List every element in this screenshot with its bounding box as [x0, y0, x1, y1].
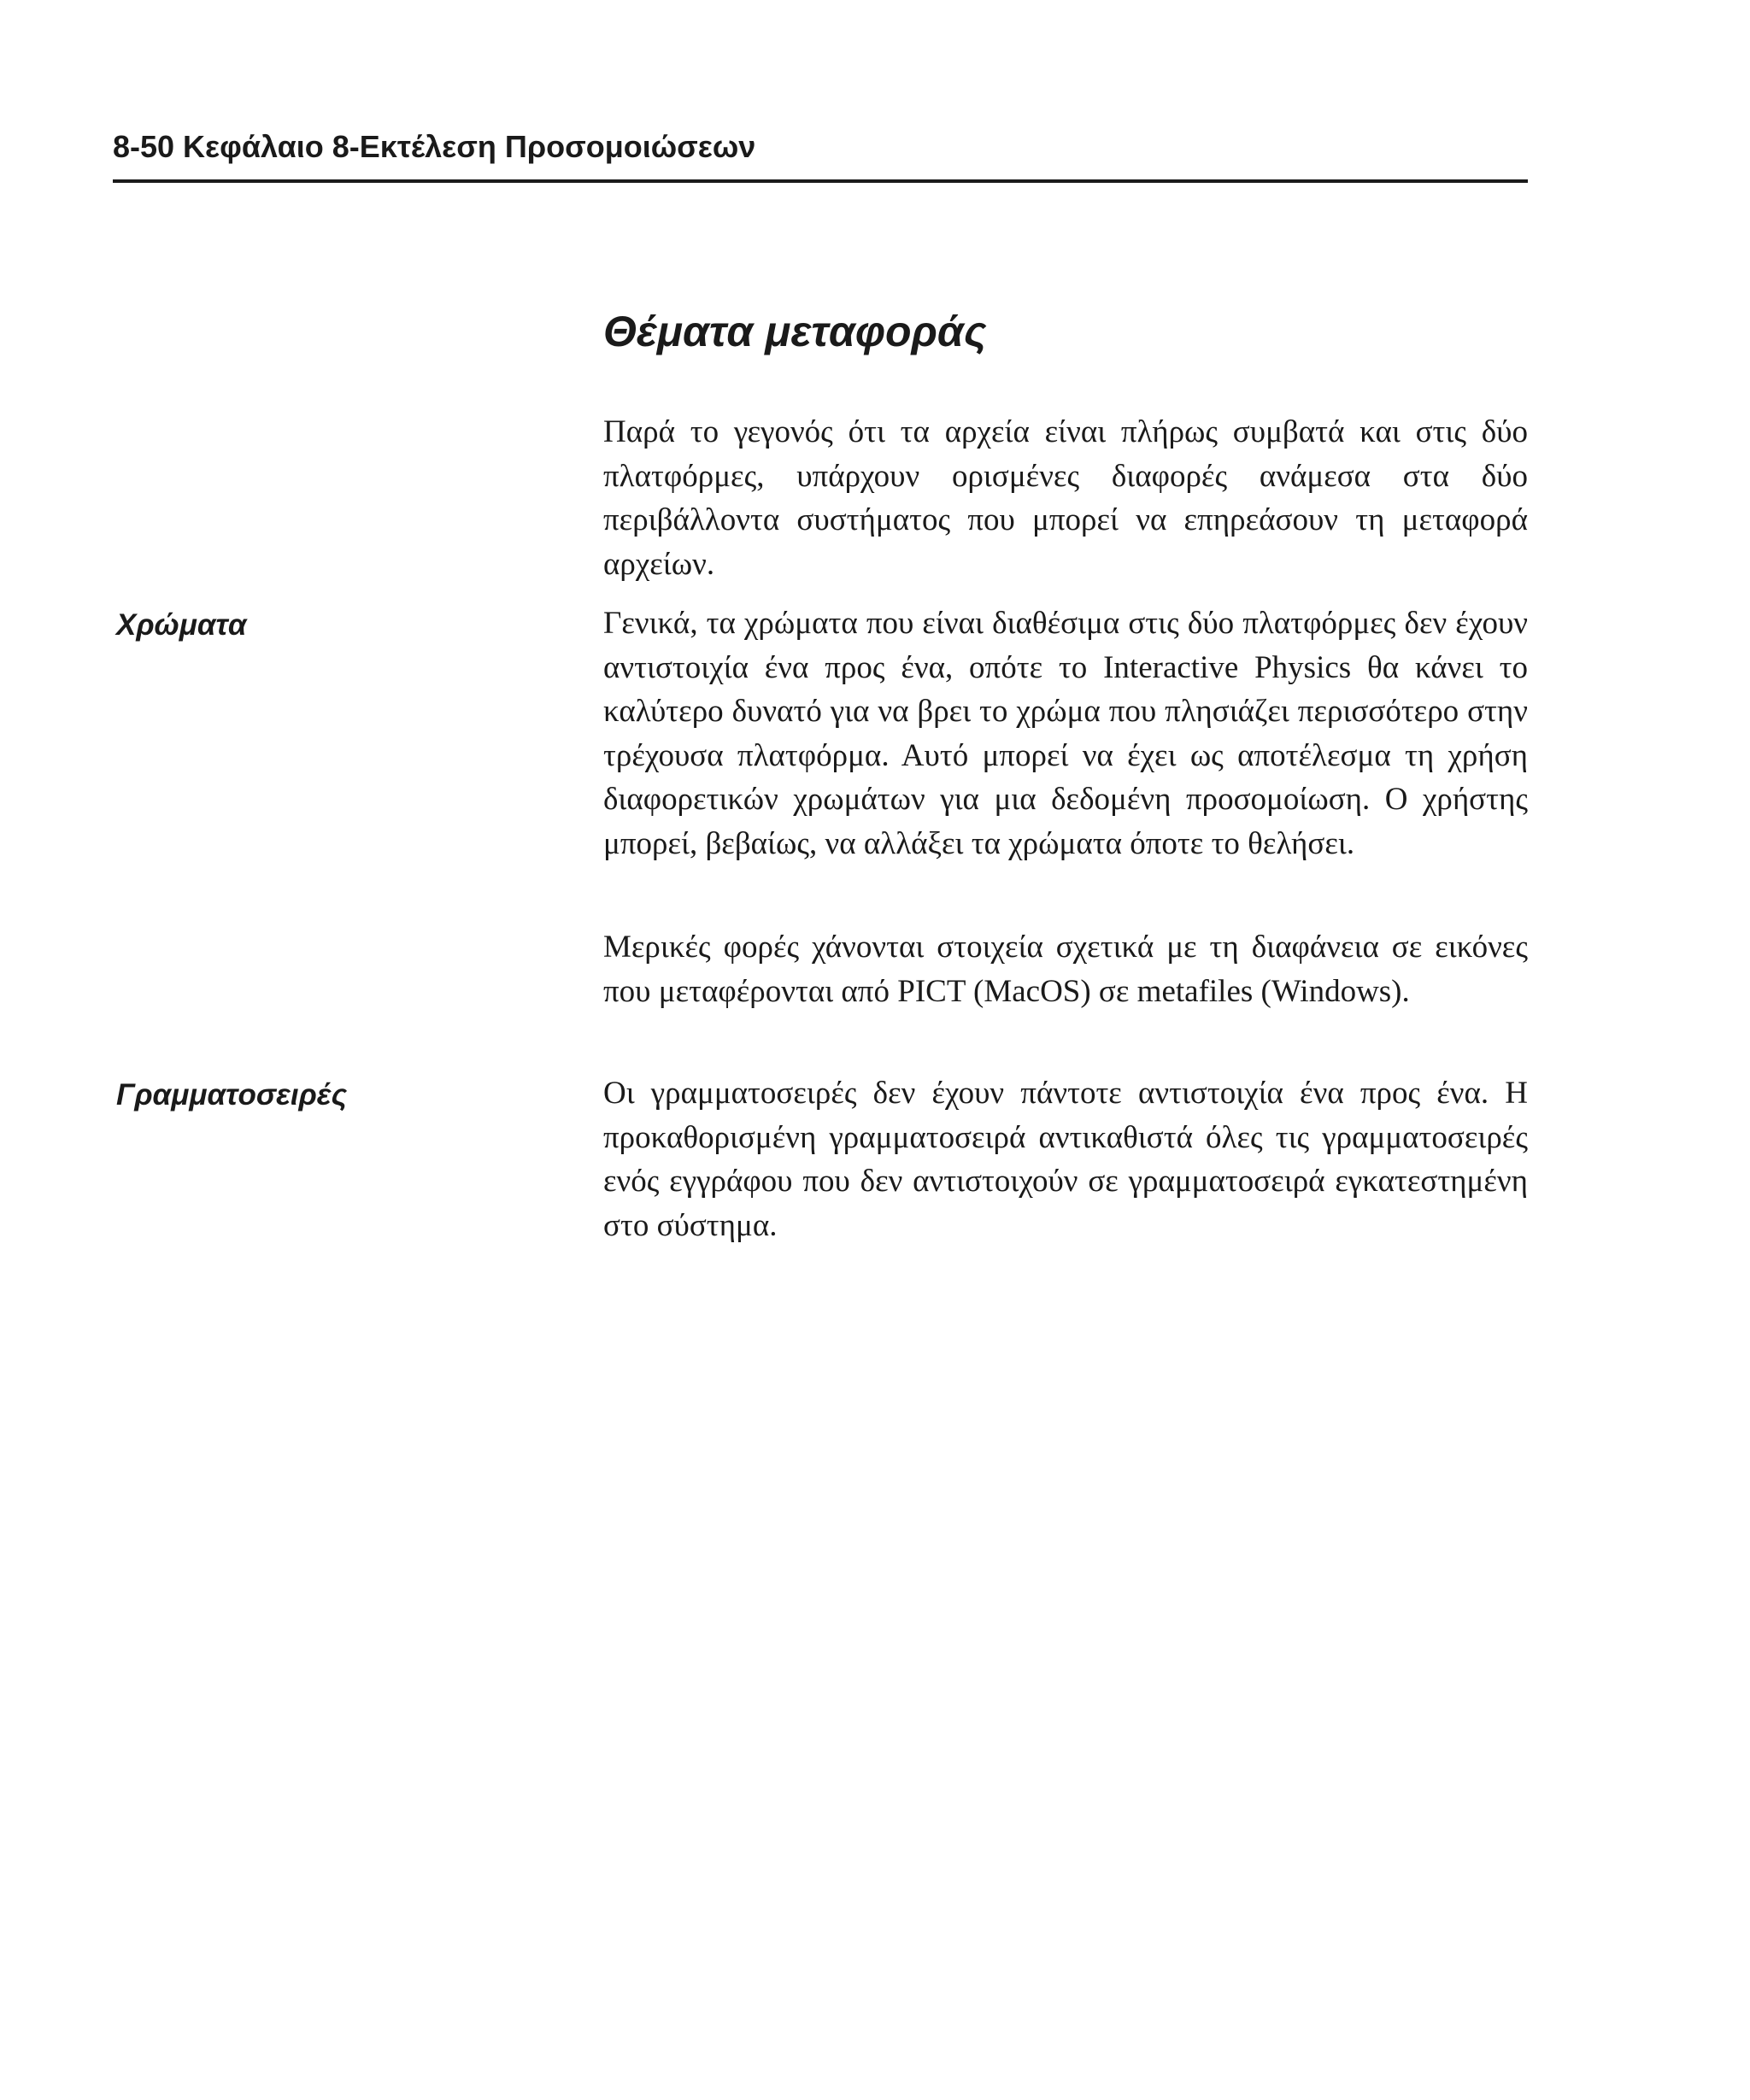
section-title: Θέματα μεταφοράς	[603, 308, 987, 355]
transparency-paragraph: Μερικές φορές χάνονται στοιχεία σχετικά με τη διαφάνεια σε εικόνες που μεταφέρονται από PICT (MacOS) σε metafiles (Windows).	[603, 930, 1528, 1009]
colors-side-label: Χρώματα	[116, 608, 247, 642]
colors-paragraph: Γενικά, τα χρώματα που είναι διαθέσιμα στις δύο πλατφόρμες δεν έχουν αντιστοιχία ένα προς ένα, οπότε το Interactive Physics θα κάνει το καλύτερο δυνατό για να βρει το χρώμα που πλησιάζει περισσότερο στην τρέχουσα πλατφόρμα. Αυτό μπορεί να έχει ως αποτέλεσμα τη χρήση διαφορετικών χρωμάτων για μια δεδομένη προσομοίωση. Ο χρήστης μπορεί, βεβαίως, να αλλάξει τα χρώματα όποτε το θελήσει.	[603, 606, 1528, 861]
intro-paragraph: Παρά το γεγονός ότι τα αρχεία είναι πλήρως συμβατά και στις δύο πλατφόρμες, υπάρχουν ορισμένες διαφορές ανάμεσα στα δύο περιβάλλοντα συστήματος που μπορεί να επηρεάσουν τη μεταφορά αρχείων.	[603, 414, 1528, 582]
fonts-side-label: Γραμματοσειρές	[116, 1078, 348, 1112]
running-head: 8-50 Κεφάλαιο 8-Εκτέλεση Προσομοιώσεων	[113, 129, 756, 164]
fonts-paragraph: Οι γραμματοσειρές δεν έχουν πάντοτε αντιστοιχία ένα προς ένα. Η προκαθορισμένη γραμματοσειρά αντικαθιστά όλες τις γραμματοσειρές ενός εγγράφου που δεν αντιστοιχούν σε γραμματοσειρά εγκατεστημένη στο σύστημα.	[603, 1076, 1528, 1243]
page-header	[113, 126, 1528, 183]
